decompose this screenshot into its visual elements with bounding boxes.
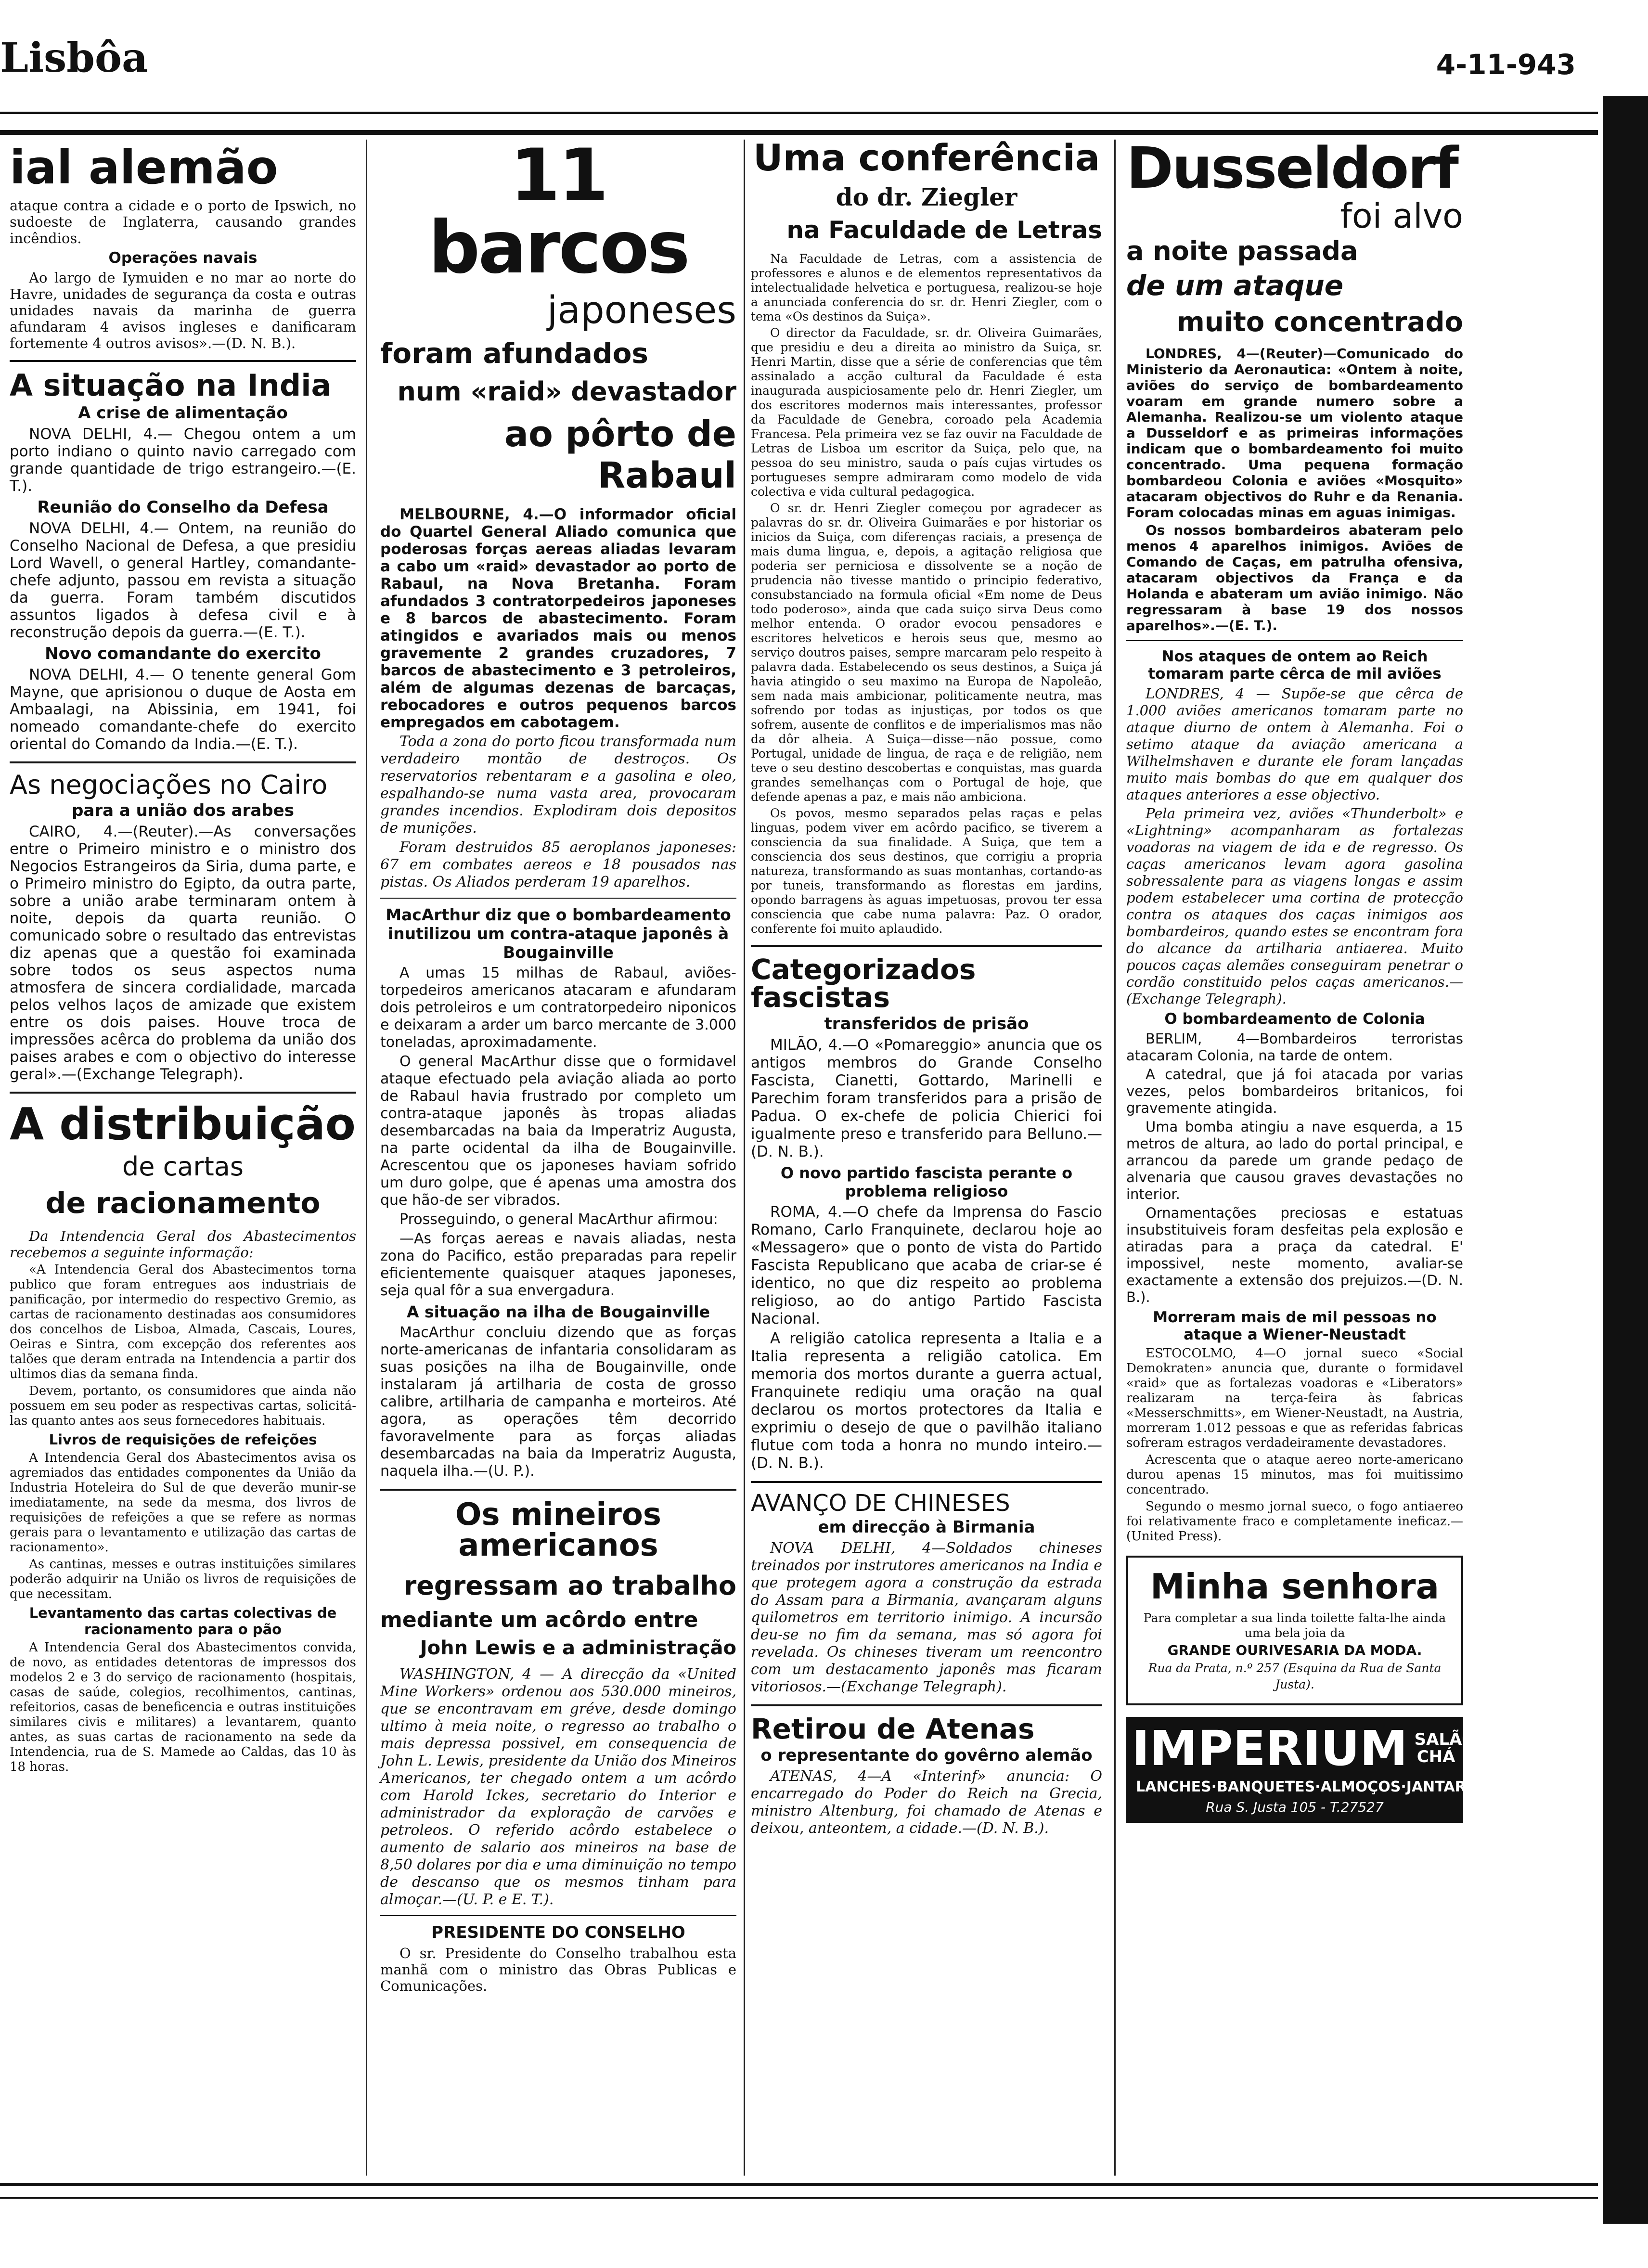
headline-athens: Retirou de Atenas xyxy=(751,1713,1035,1745)
headline-fascists: Categorizados fascistas xyxy=(751,953,976,1014)
subheading: Morreram mais de mil pessoas no ataque a Wiener-Neustadt xyxy=(1153,1309,1437,1343)
subheading: foi alvo xyxy=(1340,196,1463,236)
ad-title: IMPERIUM xyxy=(1132,1720,1408,1777)
subheading: foram afundados xyxy=(380,337,648,370)
subheading: para a união dos arabes xyxy=(72,801,294,820)
paragraph: Devem, portanto, os consumidores que ainda não possuem em seu poder as respectivas cartas, solicitá-las quanto antes aos seus fornecedores habituais. xyxy=(10,1384,356,1428)
headline-cairo: As negociações no Cairo xyxy=(10,770,328,800)
paragraph: A catedral, que já foi atacada por varias vezes, pelos bombardeiros britanicos, foi gravemente atingida. xyxy=(1126,1066,1463,1116)
subheading: a noite passada xyxy=(1126,236,1358,266)
paragraph: NOVA DELHI, 4—Soldados chineses treinados por instrutores americanos na India e que protegem agora a construção da estrada do Assam para a Birmania, avançaram alguns quilometros em territorio inimigo. A incursão deu-se no fim da semana, mas só agora foi revelada. Os chineses tiveram um reencontro com um destacamento japonês mas ficaram vitoriosos.—(Exchange Telegraph). xyxy=(751,1540,1102,1695)
paragraph: A Intendencia Geral dos Abastecimentos convida, de novo, as entidades detentoras de impressos dos modelos 2 e 3 do serviço de racionamento (hospitais, casas de saúde, colegios, recolhimentos, cantinas, refeitorios, casas de beneficencia e outras instituições similares civis e militares) a levantarem, quanto antes, as suas cartas de racionamento na sede da Intendencia, rua de S. Mamede ao Caldas, das 10 às 18 horas. xyxy=(10,1640,356,1774)
subheading: de cartas xyxy=(122,1151,244,1182)
paragraph: ESTOCOLMO, 4—O jornal sueco «Social Demokraten» anuncia que, durante o formidavel «raid» que as fortalezas voadoras e «Liberators» realizaram na terça-feira às fabricas «Messerschmitts», em Wiener-Neustadt, na Austria, morreram 1.012 pessoas e que as referidas fabricas sofreram estragos verdadeiramente devastadores. xyxy=(1126,1346,1463,1450)
ad-address: Rua da Prata, n.º 257 (Esquina da Rua de Santa Justa). xyxy=(1148,1661,1442,1691)
masthead-title: Lisbôa xyxy=(0,34,148,81)
headline-dusseldorf: Dusseldorf xyxy=(1126,135,1457,201)
subheading: A crise de alimentação xyxy=(78,403,288,423)
column-divider xyxy=(366,140,367,2176)
paragraph: A umas 15 milhas de Rabaul, aviões-torpedeiros americanos atacaram e afundaram dois petroleiros e um contratorpedeiro niponicos e deixaram a arder um barco mercante de 3.000 toneladas, aproximadamente. xyxy=(380,965,736,1051)
header-rule xyxy=(0,112,1598,114)
subheading: PRESIDENTE DO CONSELHO xyxy=(431,1923,685,1942)
paragraph: Prosseguindo, o general MacArthur afirmou: xyxy=(399,1211,718,1228)
paragraph: MILÃO, 4.—O «Pomareggio» anuncia que os antigos membros do Grande Conselho Fascista, Cianetti, Gottardo, Marinelli e Parechim foram transferidos para a prisão de Padua. O ex-chefe de policia Chierici foi igualmente preso e transferido para Belluno.—(D. N. B.). xyxy=(751,1036,1102,1160)
issue-date: 4-11-943 xyxy=(1436,48,1576,81)
paragraph: A religião catolica representa a Italia e a Italia representa a religião catolica. Em memoria dos mortos durante a guerra actual, Franquinete rediqiu uma oração na qual declarou os mortos protectores da Italia e exprimiu o desejo de que o pavilhão italiano flutue com toda a honra no mundo inteiro.—(D. N. B.). xyxy=(751,1330,1102,1472)
column-divider xyxy=(744,140,745,2176)
subheading: Levantamento das cartas colectivas de racionamento para o pão xyxy=(29,1605,337,1637)
subheading: Reunião do Conselho da Defesa xyxy=(37,498,329,517)
subheading: de racionamento xyxy=(45,1186,321,1220)
paragraph: Os povos, mesmo separados pelas raças e pelas linguas, podem viver em acôrdo pacifico, se tiverem a consciencia da sua finalidade. A Suiça, que tem a consciencia dos seus destinos, que corrigiu a propria natureza, transformando as suas montanhas, cortando-as por tuneis, transformando as florestas em jardins, opondo barragens às aguas impetuosas, provou ter essa consciencia que cabe numa palavra: Paz. O orador, conferente foi muito aplaudido. xyxy=(751,806,1102,936)
header-rule-thick xyxy=(0,130,1598,135)
paragraph: O sr. Presidente do Conselho trabalhou esta manhã com o ministro das Obras Publicas e Comunicações. xyxy=(380,1945,736,1994)
footer-rule-thin xyxy=(0,2197,1598,2199)
ad-address: Rua S. Justa 105 - T.27527 xyxy=(1206,1799,1384,1815)
headline-rabaul: 11 barcos xyxy=(428,134,688,290)
subheading: Novo comandante do exercito xyxy=(45,644,321,663)
subheading: do dr. Ziegler xyxy=(836,183,1017,211)
paragraph: MacArthur concluiu dizendo que as forças norte-americanas de infantaria consolidaram as suas posições na ilha de Bougainville, onde instalaram já artilharia de costa de grosso calibre, artilharia de campanha e morteiros. Até agora, as operações têm decorrido favoravelmente para as forças aliadas desembarcadas na baia da Imperatriz Augusta, naquela ilha.—(U. P.). xyxy=(380,1324,736,1480)
subheading: ao pôrto de Rabaul xyxy=(504,413,736,496)
subheading: Nos ataques de ontem ao Reich tomaram parte cêrca de mil aviões xyxy=(1148,648,1442,683)
paragraph: O sr. dr. Henri Ziegler começou por agradecer as palavras do sr. dr. Oliveira Guimarães e por historiar os inicios da Suiça, com diferenças raciais, a presença de mais duma lingua, e, depois, a agitação religiosa que poderia ser perniciosa e dissolvente se a noção de prudencia não tivesse mantido o principio federativo, consubstanciado na formula oficial «Em nome de Deus todo poderoso», ainda que cada suiço sirva Deus como melhor entenda. O orador evocou pensadores e escritores helveticos e herois seus que, mesmo ao serviço doutros paises, sempre marcaram pelo respeito à palavra dada. Estabelecendo os seus destinos, a Suiça já havia atingido o seu maximo na Europa de Napoleão, sem nada mais ambicionar, politicamente neutra, mas sofrendo por todas as injustiças, por todos os que sofrem, ausente de conflitos e de imperialismos mas não da dôr alheia. A Suiça—disse—não possue, como Portugal, unidade de lingua, de raça e de religião, nem teve o seu destino descobertas e conquistas, mas guarda grandes semelhanças com o Portugal de hoje, que defende apenas a paz, e mais não ambiciona. xyxy=(751,501,1102,804)
paragraph: Pela primeira vez, aviões «Thunderbolt» e «Lightning» acompanharam as fortalezas voadoras na viagem de ida e de regresso. Os caças americanos levam agora gasolina sobressalente para as viagens longas e assim podem estabelecer uma cortina de protecção contra os ataques dos caças inimigos aos bombardeiros, quando estes se encontram fora do alcance da artilharia antiaerea. Muito poucos caças alemães conseguiram penetrar o cordão constituido pelos caças americanos.—(Exchange Telegraph). xyxy=(1126,805,1463,1007)
paragraph: «A Intendencia Geral dos Abastecimentos torna publico que foram entregues aos industriais de panificação, por intermedio do respectivo Gremio, as cartas de racionamento destinadas aos consumidores dos concelhos de Lisboa, Almada, Cascais, Loures, Oeiras e Sintra, com excepção dos referentes aos talões que deram entrada na Intendencia a partir dos ultimos dias da semana finda. xyxy=(10,1263,356,1381)
paragraph: Os nossos bombardeiros abateram pelo menos 4 aparelhos inimigos. Aviões de Comando de Caças, em patrulha ofensiva, atacaram objectivos da França e da Holanda e abateram um avião inimigo. Não regressaram à base 19 dos nossos aparelhos».—(E. T.). xyxy=(1126,522,1463,633)
headline-german-communique: ial alemão xyxy=(10,141,278,194)
paragraph: NOVA DELHI, 4.— O tenente general Gom Mayne, que aprisionou o duque de Aosta em Ambaalagi, na Abissinia, em 1941, foi nomeado comandante-chefe do exercito oriental do Comando da India.—(E. T.). xyxy=(10,666,356,753)
subheading: na Faculdade de Letras xyxy=(786,216,1102,244)
subheading: em direcção à Birmania xyxy=(818,1518,1035,1537)
subheading: A situação na ilha de Bougainville xyxy=(407,1302,710,1321)
paragraph: As cantinas, messes e outras instituições similares poderão adquirir na União os livros de requisições de que necessitam. xyxy=(10,1557,356,1601)
headline-conference: Uma conferência xyxy=(753,136,1100,179)
ad-side: SALÃO CHÁ xyxy=(1414,1730,1476,1766)
advertisement-imperium xyxy=(1126,1717,1486,1823)
subheading: mediante um acôrdo entre xyxy=(380,1608,698,1632)
footer-rule xyxy=(0,2183,1598,2186)
ad-text: Para completar a sua linda toilette falta-lhe ainda uma bela joia da xyxy=(1143,1611,1446,1640)
paragraph: —As forças aereas e navais aliadas, nesta zona do Pacifico, estão preparadas para repelir eficientemente quaisquer ataques japoneses, seja qual fôr a sua envergadura. xyxy=(380,1230,736,1299)
headline-miners: Os mineiros americanos xyxy=(455,1497,661,1563)
column-3 xyxy=(751,136,1102,2176)
subheading: regressam ao trabalho xyxy=(403,1571,736,1601)
paragraph: ROMA, 4.—O chefe da Imprensa do Fascio Romano, Carlo Franquinete, declarou hoje ao «Messagero» que o ponto de vista do Partido Fascista Republicano que acaba de criar-se é identico, no que diz respeito ao problema religioso, ao do antigo Partido Fascista Nacional. xyxy=(751,1203,1102,1327)
subheading: o representante do govêrno alemão xyxy=(760,1746,1093,1765)
paragraph: LONDRES, 4—(Reuter)—Comunicado do Ministerio da Aeronautica: «Ontem à noite, aviões do serviço de bombardeamento voaram em grande numero sobre a Alemanha. Realizou-se um violento ataque a Dusseldorf e as primeiras informações indicam que o bombardeamento foi muito concentrado. Uma pequena formação bombardeou Colonia e aviões «Mosquito» atacaram objectivos do Ruhr e da Renania. Foram colocadas minas em aguas inimigas. xyxy=(1126,346,1463,520)
ad-text: GRANDE OURIVESARIA DA MODA. xyxy=(1167,1642,1422,1658)
subheading: MacArthur diz que o bombardeamento inutilizou um contra-ataque japonês à Bougainville xyxy=(386,905,731,962)
paragraph: A Intendencia Geral dos Abastecimentos avisa os agremiados das entidades componentes da União da Industria Hoteleira do Sul de que deverão munir-se imediatamente, na sede da mesma, dos livros de requisições de refeições a que se refere as normas gerais para o levantamento e utilização das cartas de racionamento». xyxy=(10,1451,356,1555)
margin-bar xyxy=(1603,96,1648,2224)
paragraph: Ornamentações preciosas e estatuas insubstituiveis foram desfeitas pela explosão e atiradas para a praça da catedral. E' impossivel, neste momento, avaliar-se exactamente a extensão dos prejuizos.—(D. N. B.). xyxy=(1126,1205,1463,1305)
paragraph: Toda a zona do porto ficou transformada num verdadeiro montão de destroços. Os reservatorios rebentaram e a gasolina e oleo, espalhando-se numa vasta area, provocaram grandes incendios. Explodiram dois depositos de munições. xyxy=(380,733,736,837)
headline-rationing: A distribuição xyxy=(10,1098,356,1150)
subheading: transferidos de prisão xyxy=(824,1014,1029,1033)
headline-india: A situação na India xyxy=(10,368,332,403)
column-4 xyxy=(1126,135,1486,2176)
subheading: John Lewis e a administração xyxy=(420,1637,736,1659)
subheading: num «raid» devastador xyxy=(397,376,736,407)
column-2 xyxy=(380,134,736,2176)
paragraph: NOVA DELHI, 4.— Chegou ontem a um porto indiano o quinto navio carregado com grande quantidade de trigo estrangeiro.—(E. T.). xyxy=(10,425,356,495)
paragraph: Ao largo de Iymuiden e no mar ao norte do Havre, unidades de segurança da costa e outras unidades navais da marinha de guerra afundaram 4 avisos ingleses e danificaram fortemente 4 outros avisos».—(D. N. B.). xyxy=(10,270,356,351)
headline-chinese-advance: AVANÇO DE CHINESES xyxy=(751,1490,1010,1517)
paragraph: O director da Faculdade, sr. dr. Oliveira Guimarães, que presidiu e deu a direita ao ministro da Suiça, sr. Henri Martin, disse que a série de conferencias que têm assinalado a acção cultural da Faculdade é esta inaugurada auspiciosamente pelo dr. Henri Ziegler, um dos escritores modernos mais interessantes, professor da Faculdade de Genebra, coroado pela Academia Francesa. Pela primeira vez se faz ouvir na Faculdade de Letras de Lisboa um escritor da Suiça, pelo que, na pessoa do seu ministro, sauda o país cujas virtudes os portugueses sempre admiraram como modelo de vida colectiva e vida cultural pedagogica. xyxy=(751,326,1102,499)
paragraph: Da Intendencia Geral dos Abastecimentos recebemos a seguinte informação: xyxy=(10,1228,356,1261)
subheading: O bombardeamento de Colonia xyxy=(1164,1010,1425,1028)
paragraph: Foram destruidos 85 aeroplanos japoneses: 67 em combates aereos e 18 pousados nas pistas. Os Aliados perderam 19 aparelhos. xyxy=(380,839,736,890)
column-1 xyxy=(10,140,356,2176)
column-divider xyxy=(1114,140,1116,2176)
ad-line: LANCHES·BANQUETES·ALMOÇOS·JANTARES xyxy=(1136,1778,1486,1795)
subheading: de um ataque xyxy=(1126,269,1344,302)
paragraph: WASHINGTON, 4 — A direcção da «United Mine Workers» ordenou aos 530.000 mineiros, que se encontravam em gréve, desde domingo ultimo à meia noite, o regresso ao trabalho o mais depressa possivel, em consequencia de John L. Lewis, presidente da União dos Mineiros Americanos, ter chegado ontem a um acôrdo com Harold Ickes, secretario do Interior e administrador da exploração de carvões e petroleos. O referido acôrdo estabelece o aumento de salario aos mineiros na base de 8,50 dolares por dia e uma diminuição no tempo de descanso que os mesmos tinham para almoçar.—(U. P. e E. T.). xyxy=(380,1666,736,1908)
paragraph: ATENAS, 4—A «Interinf» anuncia: O encarregado do Poder do Reich na Grecia, ministro Altenburg, foi chamado de Atenas e deixou, anteontem, a cidade.—(D. N. B.). xyxy=(751,1768,1102,1837)
paragraph: O general MacArthur disse que o formidavel ataque efectuado pela aviação aliada ao porto de Rabaul havia frustrado por completo um contra-ataque japonês às tropas aliadas desembarcadas na baia da Imperatriz Augusta, na parte ocidental da ilha de Bougainville. Acrescentou que os japoneses haviam sofrido um duro golpe, que é apenas uma amostra dos que hão-de ser vibrados. xyxy=(380,1053,736,1209)
paragraph: MELBOURNE, 4.—O informador oficial do Quartel General Aliado comunica que poderosas forças aereas aliadas levaram a cabo um «raid» devastador ao porto de Rabaul, na Nova Bretanha. Foram afundados 3 contratorpedeiros japoneses e 8 barcos de abastecimento. Foram atingidos e avariados mais ou menos gravemente 2 grandes cruzadores, 7 barcos de abastecimento e 3 petroleiros, além de algumas dezenas de barcaças, rebocadores e outros pequenos barcos empregados em cabotagem. xyxy=(380,506,736,731)
paragraph: LONDRES, 4 — Supõe-se que cêrca de 1.000 aviões americanos tomaram parte no ataque diurno de ontem à Alemanha. Foi o setimo ataque da aviação americana a Wilhelmshaven e durante ele foram lançadas muito mais bombas do que em qualquer dos ataques anteriores a esse objectivo. xyxy=(1126,685,1463,803)
subheading: Operações navais xyxy=(108,249,258,267)
paragraph: Na Faculdade de Letras, com a assistencia de professores e alunos e de elementos representativos da intelectualidade helvetica e portuguesa, realizou-se hoje a anunciada conferencia do sr. dr. Henri Ziegler, com o tema «Os destinos da Suiça». xyxy=(751,252,1102,323)
subheading: muito concentrado xyxy=(1176,307,1463,338)
paragraph: Segundo o mesmo jornal sueco, o fogo antiaereo foi relativamente fraco e completamente ineficaz.—(United Press). xyxy=(1126,1499,1463,1544)
paragraph: Uma bomba atingiu a nave esquerda, a 15 metros de altura, ao lado do portal principal, e arrancou da parede um grande pedaço de alvenaria que causou graves devastações no interior. xyxy=(1126,1119,1463,1202)
paragraph: BERLIM, 4—Bombardeiros terroristas atacaram Colonia, na tarde de ontem. xyxy=(1126,1031,1463,1064)
paragraph: ataque contra a cidade e o porto de Ipswich, no sudoeste de Inglaterra, causando grandes incêndios. xyxy=(10,197,356,246)
subheading: japoneses xyxy=(547,289,736,332)
subheading: O novo partido fascista perante o problema religioso xyxy=(780,1164,1073,1200)
paragraph: CAIRO, 4.—(Reuter).—As conversações entre o Primeiro ministro e o ministro dos Negocios Estrangeiros da Siria, duma parte, e o Primeiro ministro do Egipto, da outra parte, sobre a união arabe terminaram ontem à noite, depois da quarta reunião. O comunicado sobre o resultado das entrevistas diz apenas que a questão foi examinada sobre todos os seus aspectos numa atmosfera de sincera cordialidade, marcada pelos velhos laços de amizade que existem entre os dois paises. Houve troca de impressões acêrca do problema da união dos paises arabes e com o objectivo do interesse geral».—(Exchange Telegraph). xyxy=(10,823,356,1083)
paragraph: Acrescenta que o ataque aereo norte-americano durou apenas 15 minutos, mas foi muitissimo concentrado. xyxy=(1126,1453,1463,1497)
advertisement-jewelry xyxy=(1126,1556,1463,1705)
ad-title: Minha senhora xyxy=(1150,1566,1440,1607)
subheading: Livros de requisições de refeições xyxy=(49,1431,317,1448)
paragraph: NOVA DELHI, 4.— Ontem, na reunião do Conselho Nacional de Defesa, a que presidiu Lord Wavell, o general Hartley, comandante-chefe adjunto, passou em revista a situação da guerra. Foram também discutidos assuntos ligados à defesa civil e à reconstrução depois da guerra.—(E. T.). xyxy=(10,520,356,641)
